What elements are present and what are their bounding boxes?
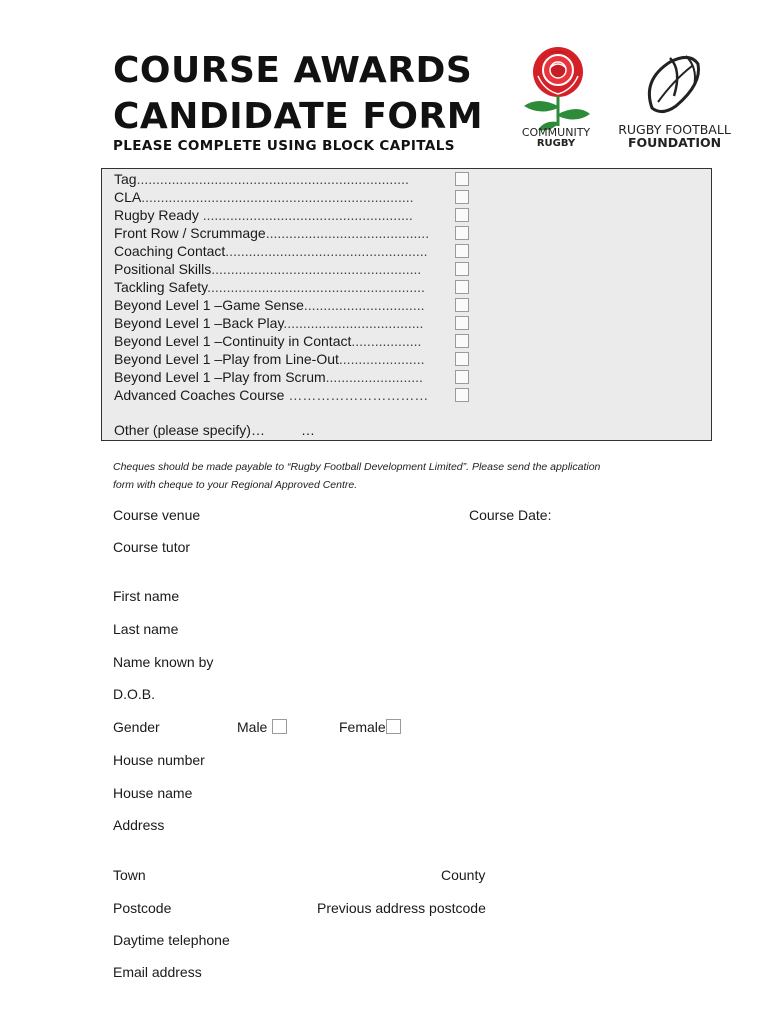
page-title	[113, 48, 483, 140]
community-rugby-label-1: COMMUNITY	[521, 126, 591, 139]
house-name-field[interactable]: House name	[113, 785, 193, 801]
other-course-label: Other (please specify)…	[114, 422, 265, 438]
title-line-2: CANDIDATE FORM	[113, 96, 484, 137]
course-option-checkbox[interactable]	[455, 226, 469, 240]
first-name-field[interactable]: First name	[113, 588, 180, 604]
course-option-label: Tag	[114, 171, 137, 187]
course-option-leader-dots: …………………………	[288, 387, 429, 403]
female-checkbox[interactable]	[386, 719, 401, 734]
course-option-label: Beyond Level 1 –Game Sense	[114, 297, 304, 313]
course-option-checkbox[interactable]	[455, 280, 469, 294]
community-rugby-label-2: RUGBY	[536, 138, 576, 149]
course-option-checkbox[interactable]	[455, 190, 469, 204]
course-selection-box	[101, 168, 712, 441]
course-option-label: Beyond Level 1 –Play from Scrum	[114, 369, 326, 385]
course-option-leader-dots: ......................................................................	[141, 189, 414, 205]
last-name-field[interactable]: Last name	[113, 621, 179, 637]
address-field[interactable]: Address	[113, 817, 165, 833]
course-option-row	[114, 368, 474, 386]
course-option-row	[114, 170, 474, 188]
course-option-leader-dots: ......................................................................	[136, 171, 409, 187]
course-tutor-field[interactable]: Course tutor	[113, 539, 191, 555]
other-course-row	[114, 421, 315, 439]
course-option-checkbox[interactable]	[455, 262, 469, 276]
rose-icon	[524, 47, 590, 130]
house-number-field[interactable]: House number	[113, 752, 205, 768]
payment-note-line-2: form with cheque to your Regional Approved Centre.	[113, 479, 358, 491]
course-option-row	[114, 206, 474, 224]
course-option-leader-dots: ......................	[338, 351, 425, 367]
course-option-label: Advanced Coaches Course	[114, 387, 289, 403]
course-option-row	[114, 386, 474, 404]
course-option-checkbox[interactable]	[455, 208, 469, 222]
other-course-input[interactable]: …	[300, 422, 315, 438]
female-label: Female	[339, 719, 386, 735]
course-option-row	[114, 314, 474, 332]
course-option-leader-dots: .........................	[325, 369, 423, 385]
course-option-row	[114, 350, 474, 368]
rugby-ball-icon	[649, 56, 698, 112]
course-option-leader-dots: ....................................	[283, 315, 424, 331]
title-line-1: COURSE AWARDS	[113, 50, 473, 91]
course-option-checkbox[interactable]	[455, 370, 469, 384]
rff-label-1: RUGBY FOOTBALL	[618, 122, 731, 137]
male-label: Male	[237, 719, 268, 735]
course-option-label: Beyond Level 1 –Back Play	[114, 315, 284, 331]
course-option-checkbox[interactable]	[455, 334, 469, 348]
payment-note-line-1: Cheques should be made payable to “Rugby Football Development Limited”. Please send the application	[113, 461, 601, 473]
course-option-label: Tackling Safety	[114, 279, 208, 295]
course-option-checkbox[interactable]	[455, 244, 469, 258]
course-option-checkbox[interactable]	[455, 352, 469, 366]
course-option-row	[114, 260, 474, 278]
postcode-field[interactable]: Postcode	[113, 900, 172, 916]
course-date-field[interactable]: Course Date:	[469, 507, 552, 523]
course-option-row	[114, 188, 474, 206]
male-checkbox[interactable]	[272, 719, 287, 734]
course-option-row	[114, 224, 474, 242]
course-option-row	[114, 242, 474, 260]
course-option-checkbox[interactable]	[455, 388, 469, 402]
course-option-leader-dots: ..................	[351, 333, 422, 349]
course-option-row	[114, 296, 474, 314]
course-option-leader-dots: ..........................................	[265, 225, 430, 241]
course-option-leader-dots: ....................................................	[225, 243, 428, 259]
county-field[interactable]: County	[441, 867, 486, 883]
town-field[interactable]: Town	[113, 867, 146, 883]
daytime-telephone-field[interactable]: Daytime telephone	[113, 932, 230, 948]
dob-field[interactable]: D.O.B.	[113, 686, 156, 702]
course-option-checkbox[interactable]	[455, 172, 469, 186]
course-option-label: Coaching Contact	[114, 243, 226, 259]
course-option-leader-dots: ......................................................	[211, 261, 422, 277]
course-option-checkbox[interactable]	[455, 316, 469, 330]
course-option-leader-dots: ...............................	[303, 297, 425, 313]
page-subtitle: PLEASE COMPLETE USING BLOCK CAPITALS	[113, 138, 455, 154]
previous-postcode-field[interactable]: Previous address postcode	[317, 900, 486, 916]
course-option-row	[114, 278, 474, 296]
course-option-label: Beyond Level 1 –Continuity in Contact	[114, 333, 352, 349]
course-venue-field[interactable]: Course venue	[113, 507, 201, 523]
course-option-label: Rugby Ready	[114, 207, 203, 223]
course-option-leader-dots: ......................................................	[202, 207, 413, 223]
course-option-row	[114, 332, 474, 350]
email-address-field[interactable]: Email address	[113, 964, 202, 980]
course-option-leader-dots: ........................................................	[207, 279, 425, 295]
course-option-label: Positional Skills	[114, 261, 212, 277]
payment-note	[113, 458, 673, 494]
rff-label-2: FOUNDATION	[627, 135, 722, 150]
course-option-label: Front Row / Scrummage	[114, 225, 266, 241]
name-known-by-field[interactable]: Name known by	[113, 654, 214, 670]
course-option-label: Beyond Level 1 –Play from Line-Out	[114, 351, 339, 367]
gender-label: Gender	[113, 719, 160, 735]
course-option-checkbox[interactable]	[455, 298, 469, 312]
course-option-label: CLA	[114, 189, 142, 205]
